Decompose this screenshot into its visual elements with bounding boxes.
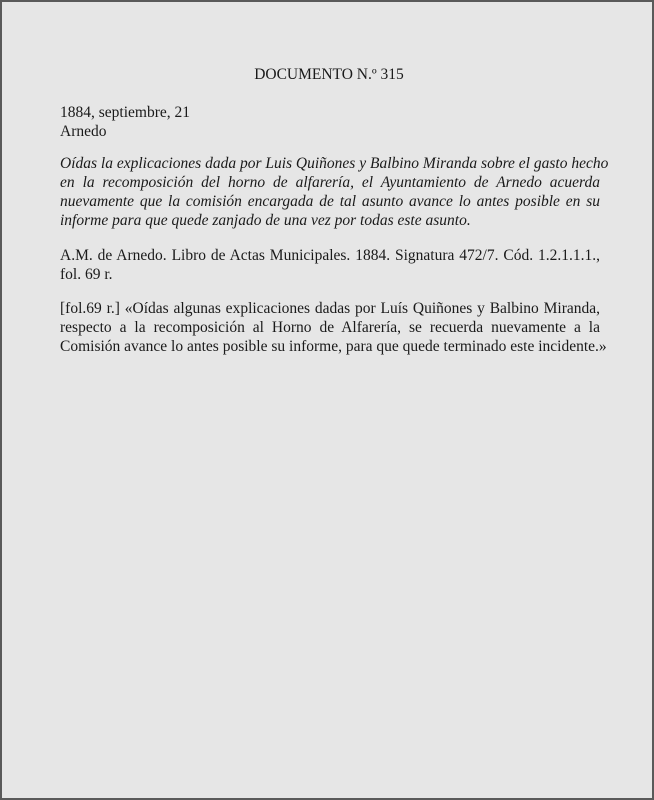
reference-line: fol. 69 r. bbox=[60, 266, 113, 283]
transcription-line: [fol.69 r.] «Oídas algunas explicaciones dadas por Luís Quiñones y Balbino Miranda, bbox=[60, 300, 600, 317]
date-place-block bbox=[60, 103, 190, 141]
transcription-line: Comisión avance lo antes posible su informe, para que quede terminado este incidente.» bbox=[60, 338, 607, 355]
document-transcription bbox=[60, 299, 607, 356]
document-title: DOCUMENTO N.º 315 bbox=[254, 66, 404, 83]
abstract-line: informe para que quede zanjado de una vez por todas este asunto. bbox=[60, 212, 471, 229]
abstract-line: nuevamente que la comisión encargada de tal asunto avance lo antes posible en su bbox=[60, 193, 600, 210]
abstract-line: Oídas la explicaciones dada por Luis Quiñones y Balbino Miranda sobre el gasto hecho bbox=[60, 155, 609, 172]
document-date: 1884, septiembre, 21 bbox=[60, 104, 191, 121]
reference-line: A.M. de Arnedo. Libro de Actas Municipales. 1884. Signatura 472/7. Cód. 1.2.1.1.1., bbox=[60, 247, 600, 264]
document-abstract bbox=[60, 154, 609, 230]
transcription-line: respecto a la recomposición al Horno de Alfarería, se recuerda nuevamente a la bbox=[60, 319, 600, 336]
archive-reference bbox=[60, 246, 600, 284]
document-place: Arnedo bbox=[60, 123, 107, 140]
abstract-line: en la recomposición del horno de alfarería, el Ayuntamiento de Arnedo acuerda bbox=[60, 174, 600, 191]
